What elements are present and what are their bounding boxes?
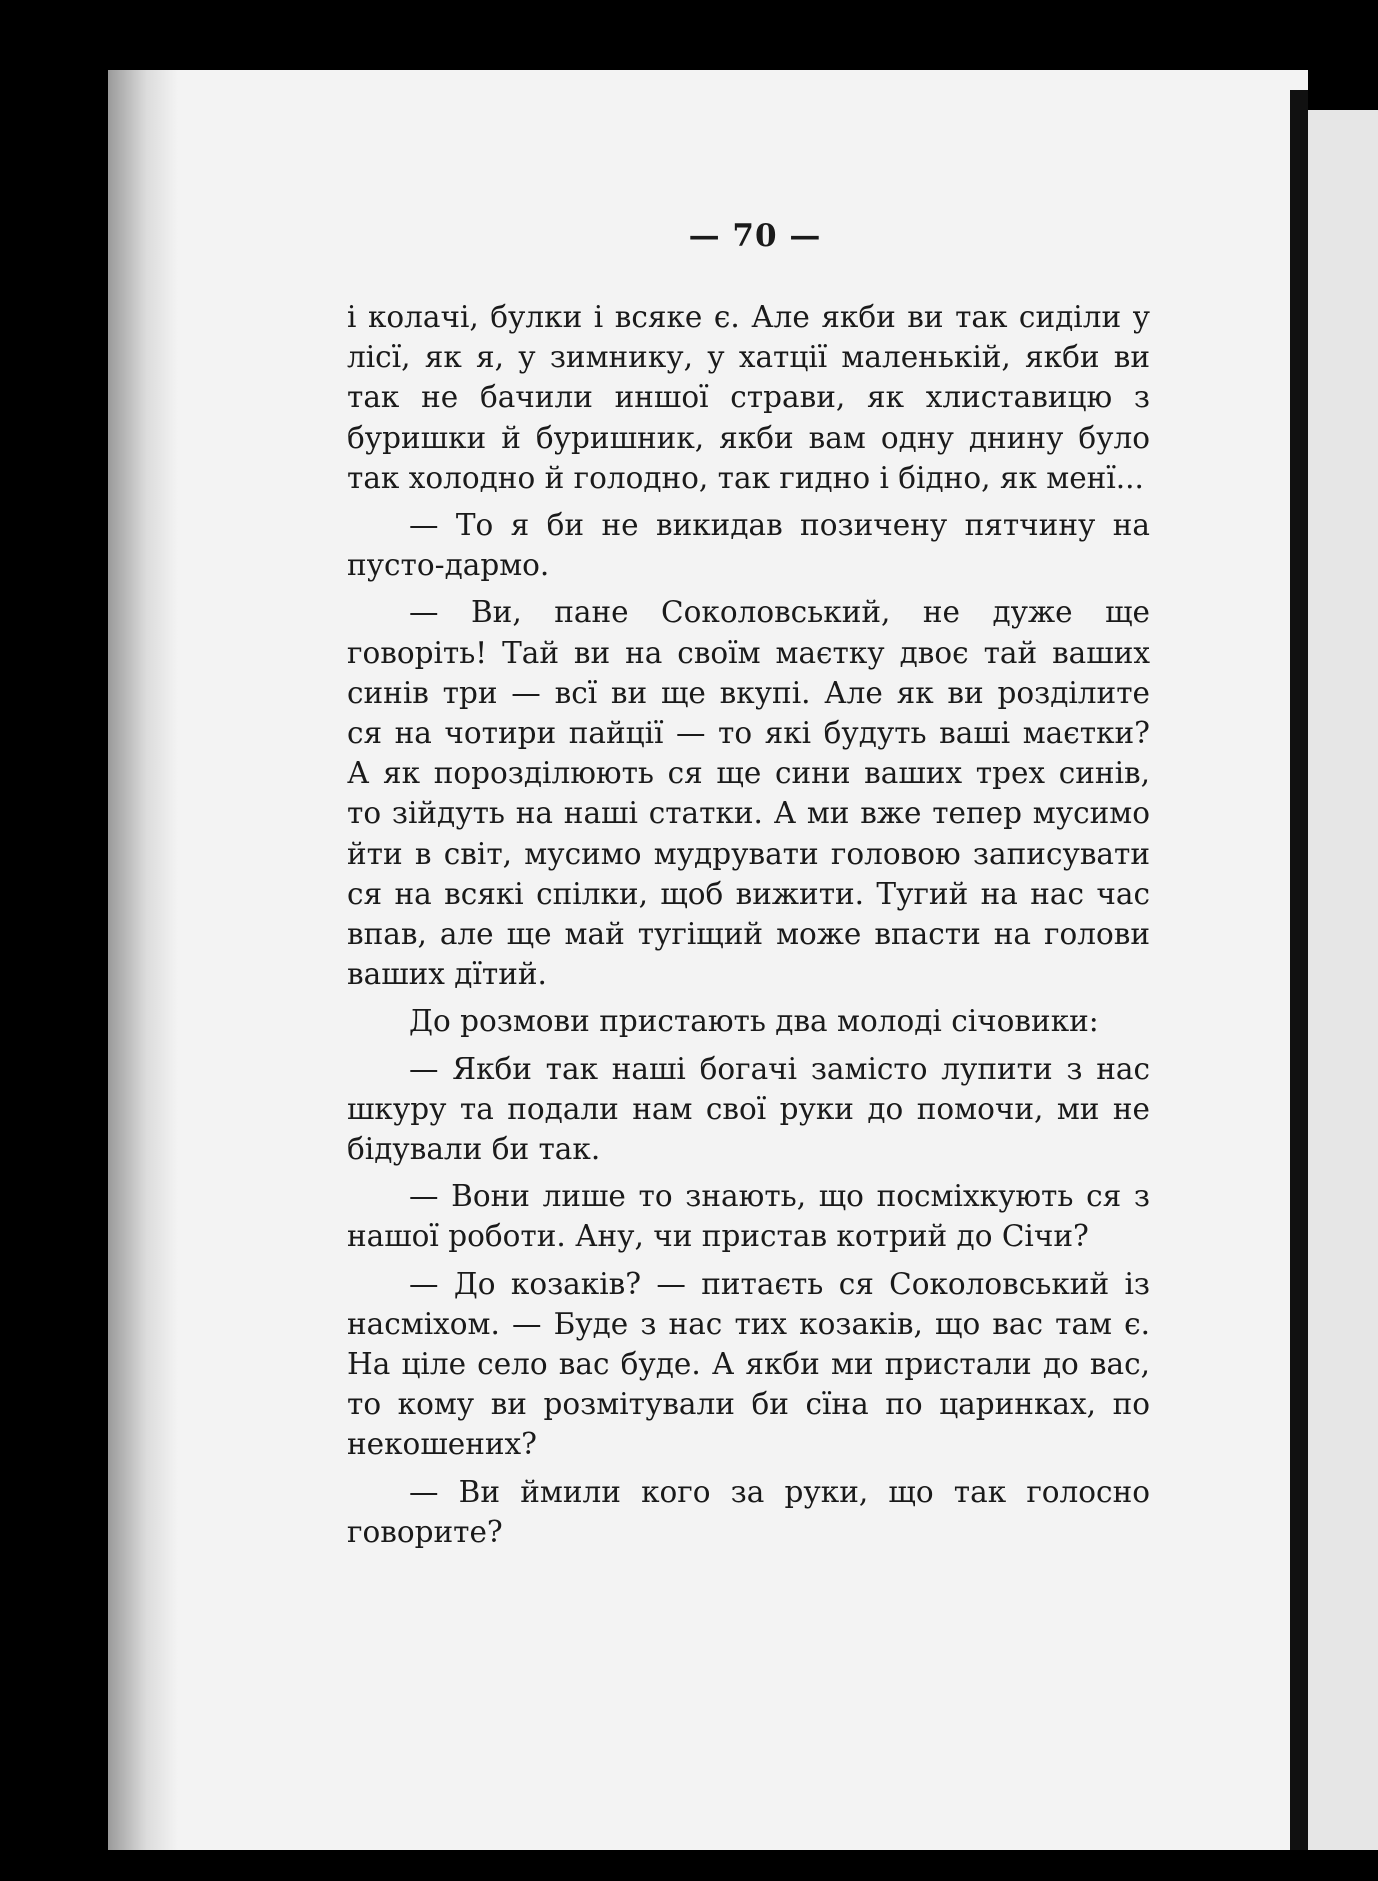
page-number: — 70 — <box>688 218 822 254</box>
paragraph: — То я би не викидав позичену пятчину на пусто-дармо. <box>347 508 1150 583</box>
page-text <box>347 297 1150 1559</box>
paragraph: — До козаків? — питаєть ся Соколовський із насміхом. — Буде з нас тих козаків, що вас там є. На ціле село вас буде. А якби ми пристали до вас, то кому ви розмітували би сїна по царинках, по некошених? <box>347 1266 1150 1462</box>
paragraph: — Якби так наші богачі замісто лупити з нас шкуру та подали нам свої руки до помочи, ми не бідували би так. <box>347 1051 1150 1167</box>
paragraph: і колачі, булки і всяке є. Але якби ви так сиділи у лісї, як я, у зимнику, у хатції маленькій, якби ви так не бачили иншої страви, як хлиставицю з буришки й буришник, якби вам одну днину було так холодно й голодно, так гидно і бідно, як менї... <box>347 300 1150 495</box>
next-page-sliver <box>1308 110 1378 1850</box>
page-gutter-shadow <box>108 70 178 1850</box>
paragraph: До розмови пристають два молоді січовики: <box>409 1004 1099 1039</box>
paragraph: — Вони лише то знають, що посміхкують ся з нашої роботи. Ану, чи пристав котрий до Січи? <box>347 1179 1150 1254</box>
paragraph: — Ви, пане Соколовський, не дуже ще говоріть! Тай ви на своїм маєтку двоє тай ваших синів три — всї ви ще вкупі. Але як ви розділите ся на чотири пайції — то які будуть ваші маєтки? А як порозділюють ся ще сини ваших трех синів, то зійдуть на наші статки. А ми вже тепер мусимо йти в світ, мусимо мудрувати головою записувати ся на всякі спілки, щоб вижити. Тугий на нас час впав, але ще май тугіщий може впасти на голови ваших дїтий. <box>347 595 1150 992</box>
paragraph: — Ви ймили кого за руки, що так голосно говорите? <box>347 1474 1150 1549</box>
page-edge <box>1290 90 1308 1850</box>
